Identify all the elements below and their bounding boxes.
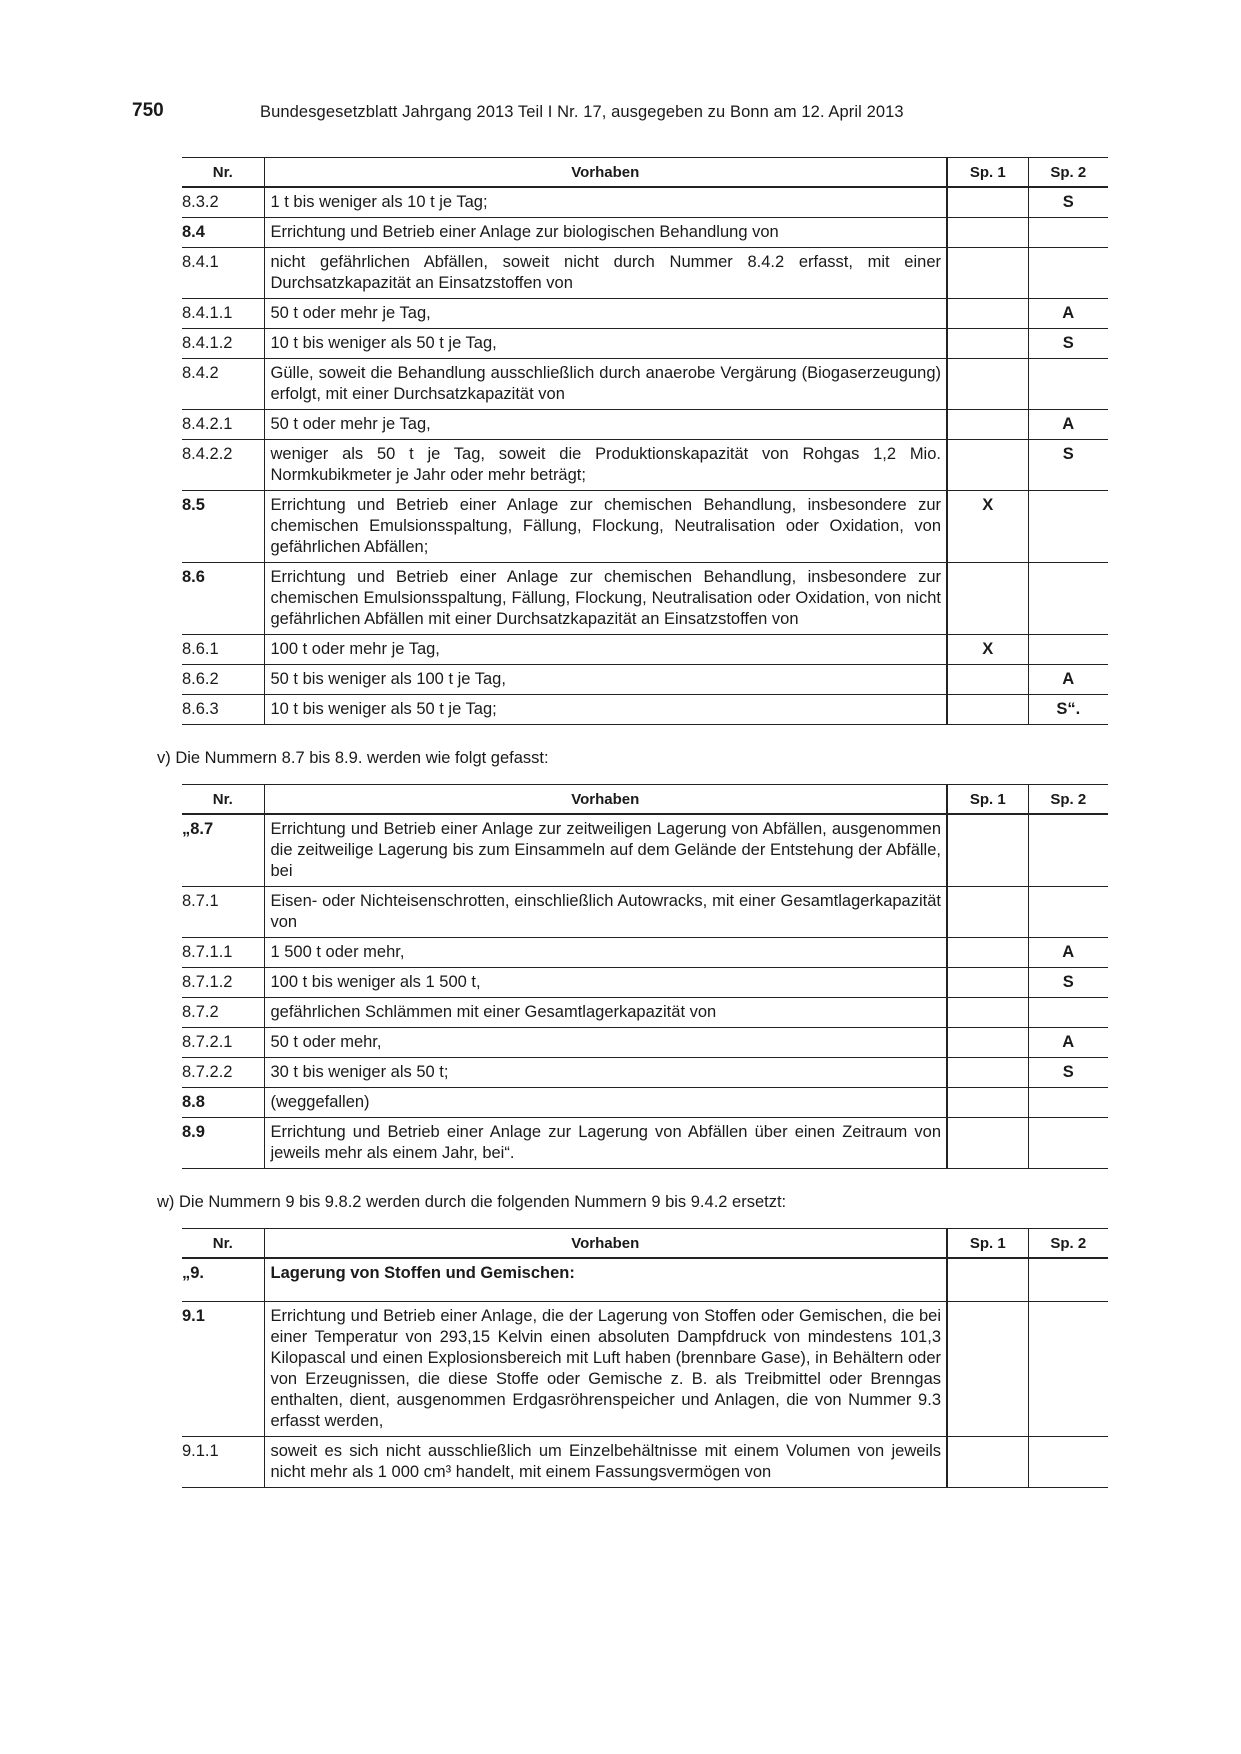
col-header-nr: Nr. — [182, 785, 264, 815]
row-number: „8.7 — [182, 814, 264, 887]
row-sp2-mark: A — [1028, 299, 1108, 329]
row-number: 8.3.2 — [182, 187, 264, 218]
row-description: 10 t bis weniger als 50 t je Tag; — [264, 695, 947, 725]
row-sp2-mark: A — [1028, 938, 1108, 968]
row-sp2-mark — [1028, 563, 1108, 635]
row-number: 8.8 — [182, 1088, 264, 1118]
row-sp2-mark — [1028, 1088, 1108, 1118]
table-row — [182, 998, 1108, 1028]
col-header-sp1: Sp. 1 — [947, 1229, 1028, 1259]
row-sp2-mark — [1028, 1301, 1108, 1436]
col-header-sp2: Sp. 2 — [1028, 158, 1108, 188]
col-header-nr: Nr. — [182, 1229, 264, 1259]
table-row — [182, 938, 1108, 968]
row-number: 9.1 — [182, 1301, 264, 1436]
row-sp2-mark: S — [1028, 440, 1108, 491]
col-header-vorhaben: Vorhaben — [264, 158, 947, 188]
row-sp2-mark — [1028, 998, 1108, 1028]
row-sp1-mark — [947, 218, 1028, 248]
row-number: 8.7.1.1 — [182, 938, 264, 968]
row-sp1-mark — [947, 665, 1028, 695]
row-sp2-mark — [1028, 635, 1108, 665]
row-description: 50 t oder mehr je Tag, — [264, 410, 947, 440]
table-row — [182, 187, 1108, 218]
row-sp2-mark — [1028, 218, 1108, 248]
col-header-sp2: Sp. 2 — [1028, 785, 1108, 815]
row-number: 8.7.1 — [182, 887, 264, 938]
row-number: 8.4.1.2 — [182, 329, 264, 359]
row-description: nicht gefährlichen Abfällen, soweit nicht durch Nummer 8.4.2 erfasst, mit einer Durchsatzkapazität an Einsatzstoffen von — [264, 248, 947, 299]
table-row — [182, 359, 1108, 410]
table-row — [182, 218, 1108, 248]
table-row — [182, 968, 1108, 998]
row-description: 30 t bis weniger als 50 t; — [264, 1058, 947, 1088]
row-sp1-mark — [947, 1118, 1028, 1169]
row-number: 8.7.2.1 — [182, 1028, 264, 1058]
row-description: gefährlichen Schlämmen mit einer Gesamtlagerkapazität von — [264, 998, 947, 1028]
table-row — [182, 563, 1108, 635]
row-sp2-mark: A — [1028, 665, 1108, 695]
col-header-nr: Nr. — [182, 158, 264, 188]
row-sp2-mark — [1028, 491, 1108, 563]
row-sp1-mark: X — [947, 491, 1028, 563]
table-row — [182, 1058, 1108, 1088]
row-number: 8.4.1.1 — [182, 299, 264, 329]
table-header-row — [182, 785, 1108, 815]
col-header-sp1: Sp. 1 — [947, 158, 1028, 188]
row-sp1-mark — [947, 1028, 1028, 1058]
row-number: 8.4.2 — [182, 359, 264, 410]
row-sp1-mark — [947, 359, 1028, 410]
col-header-vorhaben: Vorhaben — [264, 1229, 947, 1259]
row-sp1-mark — [947, 1088, 1028, 1118]
table-row — [182, 814, 1108, 887]
row-sp2-mark — [1028, 1258, 1108, 1301]
row-number: 8.4.2.1 — [182, 410, 264, 440]
row-sp2-mark — [1028, 887, 1108, 938]
row-number: 8.5 — [182, 491, 264, 563]
row-number: 8.7.2 — [182, 998, 264, 1028]
running-title: Bundesgesetzblatt Jahrgang 2013 Teil I Nr. 17, ausgegeben zu Bonn am 12. April 2013 — [260, 103, 904, 121]
row-sp2-mark — [1028, 1436, 1108, 1487]
instruction-w: w) Die Nummern 9 bis 9.8.2 werden durch die folgenden Nummern 9 bis 9.4.2 ersetzt: — [157, 1193, 787, 1211]
row-description: Eisen- oder Nichteisenschrotten, einschließlich Autowracks, mit einer Gesamtlagerkapazität von — [264, 887, 947, 938]
table-row — [182, 440, 1108, 491]
table-row — [182, 1118, 1108, 1169]
row-number: 8.6.1 — [182, 635, 264, 665]
row-description: weniger als 50 t je Tag, soweit die Produktionskapazität von Rohgas 1,2 Mio. Normkubikmeter je Jahr oder mehr beträgt; — [264, 440, 947, 491]
row-number: „9. — [182, 1258, 264, 1301]
table-row — [182, 299, 1108, 329]
row-description: (weggefallen) — [264, 1088, 947, 1118]
table-row — [182, 665, 1108, 695]
row-sp2-mark: S“. — [1028, 695, 1108, 725]
row-description: Errichtung und Betrieb einer Anlage zur Lagerung von Abfällen über einen Zeitraum von jeweils mehr als einem Jahr, bei“. — [264, 1118, 947, 1169]
row-description: Errichtung und Betrieb einer Anlage zur biologischen Behandlung von — [264, 218, 947, 248]
row-sp2-mark — [1028, 814, 1108, 887]
row-sp1-mark — [947, 248, 1028, 299]
row-sp1-mark — [947, 695, 1028, 725]
page-header — [132, 100, 1110, 130]
col-header-vorhaben: Vorhaben — [264, 785, 947, 815]
row-description: 1 500 t oder mehr, — [264, 938, 947, 968]
row-sp2-mark — [1028, 359, 1108, 410]
row-number: 8.6.3 — [182, 695, 264, 725]
row-number: 8.4 — [182, 218, 264, 248]
row-description: 50 t oder mehr, — [264, 1028, 947, 1058]
row-sp1-mark — [947, 998, 1028, 1028]
row-sp2-mark: S — [1028, 1058, 1108, 1088]
row-description: Errichtung und Betrieb einer Anlage zur zeitweiligen Lagerung von Abfällen, ausgenommen die zeitweilige Lagerung bis zum Einsammeln auf dem Gelände der Entstehung der Abfälle, bei — [264, 814, 947, 887]
row-description: 100 t bis weniger als 1 500 t, — [264, 968, 947, 998]
row-sp1-mark — [947, 1258, 1028, 1301]
row-sp1-mark — [947, 1436, 1028, 1487]
row-description: 50 t bis weniger als 100 t je Tag, — [264, 665, 947, 695]
row-description: soweit es sich nicht ausschließlich um Einzelbehältnisse mit einem Volumen von jeweils nicht mehr als 1 000 cm³ handelt, mit einem Fassungsvermögen von — [264, 1436, 947, 1487]
row-sp1-mark — [947, 563, 1028, 635]
row-number: 8.7.2.2 — [182, 1058, 264, 1088]
row-number: 8.7.1.2 — [182, 968, 264, 998]
row-description: Gülle, soweit die Behandlung ausschließlich durch anaerobe Vergärung (Biogaserzeugung) erfolgt, mit einer Durchsatzkapazität von — [264, 359, 947, 410]
table-row — [182, 329, 1108, 359]
table-header-row — [182, 158, 1108, 188]
row-number: 8.4.1 — [182, 248, 264, 299]
row-description: 50 t oder mehr je Tag, — [264, 299, 947, 329]
instruction-v: v) Die Nummern 8.7 bis 8.9. werden wie folgt gefasst: — [157, 749, 549, 767]
row-description: Errichtung und Betrieb einer Anlage zur chemischen Behandlung, insbesondere zur chemischen Emulsionsspaltung, Fällung, Flockung, Neutralisation oder Oxidation, von nicht gefährlichen Abfällen mit einer Durchsatzkapazität an Einsatzstoffen von — [264, 563, 947, 635]
table-row — [182, 410, 1108, 440]
table-row — [182, 695, 1108, 725]
row-sp1-mark — [947, 968, 1028, 998]
row-sp1-mark: X — [947, 635, 1028, 665]
row-sp1-mark — [947, 938, 1028, 968]
row-number: 8.9 — [182, 1118, 264, 1169]
row-description: 10 t bis weniger als 50 t je Tag, — [264, 329, 947, 359]
row-sp1-mark — [947, 187, 1028, 218]
col-header-sp2: Sp. 2 — [1028, 1229, 1108, 1259]
row-sp1-mark — [947, 299, 1028, 329]
table-row — [182, 1436, 1108, 1487]
table-9 — [182, 1228, 1108, 1488]
row-number: 8.6.2 — [182, 665, 264, 695]
row-sp1-mark — [947, 440, 1028, 491]
row-number: 8.4.2.2 — [182, 440, 264, 491]
row-sp2-mark: S — [1028, 329, 1108, 359]
table-row — [182, 491, 1108, 563]
row-sp2-mark: A — [1028, 1028, 1108, 1058]
table-row — [182, 887, 1108, 938]
row-description: Errichtung und Betrieb einer Anlage zur chemischen Behandlung, insbesondere zur chemischen Emulsionsspaltung, Fällung, Flockung, Neutralisation oder Oxidation, von gefährlichen Abfällen; — [264, 491, 947, 563]
row-sp2-mark: A — [1028, 410, 1108, 440]
row-description: Lagerung von Stoffen und Gemischen: — [264, 1258, 947, 1301]
table-row — [182, 1088, 1108, 1118]
page-number: 750 — [132, 100, 164, 121]
row-sp1-mark — [947, 1058, 1028, 1088]
row-number: 8.6 — [182, 563, 264, 635]
row-description: Errichtung und Betrieb einer Anlage, die der Lagerung von Stoffen oder Gemischen, die bei einer Temperatur von 293,15 Kelvin einen absoluten Dampfdruck von mindestens 101,3 Kilopascal und einen Explosionsbereich mit Luft haben (brennbare Gase), in Behältern oder von Erzeugnissen, die diese Stoffe oder Gemische z. B. als Treibmittel oder Brenngas enthalten, dient, ausgenommen Erdgasröhrenspeicher und Anlagen, die von Nummer 9.3 erfasst werden, — [264, 1301, 947, 1436]
table-8-3-to-8-6 — [182, 157, 1108, 725]
row-sp1-mark — [947, 329, 1028, 359]
table-row — [182, 1028, 1108, 1058]
row-sp2-mark — [1028, 248, 1108, 299]
table-header-row — [182, 1229, 1108, 1259]
row-sp1-mark — [947, 410, 1028, 440]
row-sp2-mark: S — [1028, 187, 1108, 218]
table-row — [182, 1258, 1108, 1301]
row-description: 100 t oder mehr je Tag, — [264, 635, 947, 665]
row-sp2-mark: S — [1028, 968, 1108, 998]
row-sp1-mark — [947, 1301, 1028, 1436]
table-row — [182, 1301, 1108, 1436]
row-sp1-mark — [947, 887, 1028, 938]
col-header-sp1: Sp. 1 — [947, 785, 1028, 815]
row-description: 1 t bis weniger als 10 t je Tag; — [264, 187, 947, 218]
row-number: 9.1.1 — [182, 1436, 264, 1487]
table-8-7-to-8-9 — [182, 784, 1108, 1169]
table-row — [182, 248, 1108, 299]
row-sp2-mark — [1028, 1118, 1108, 1169]
row-sp1-mark — [947, 814, 1028, 887]
table-row — [182, 635, 1108, 665]
